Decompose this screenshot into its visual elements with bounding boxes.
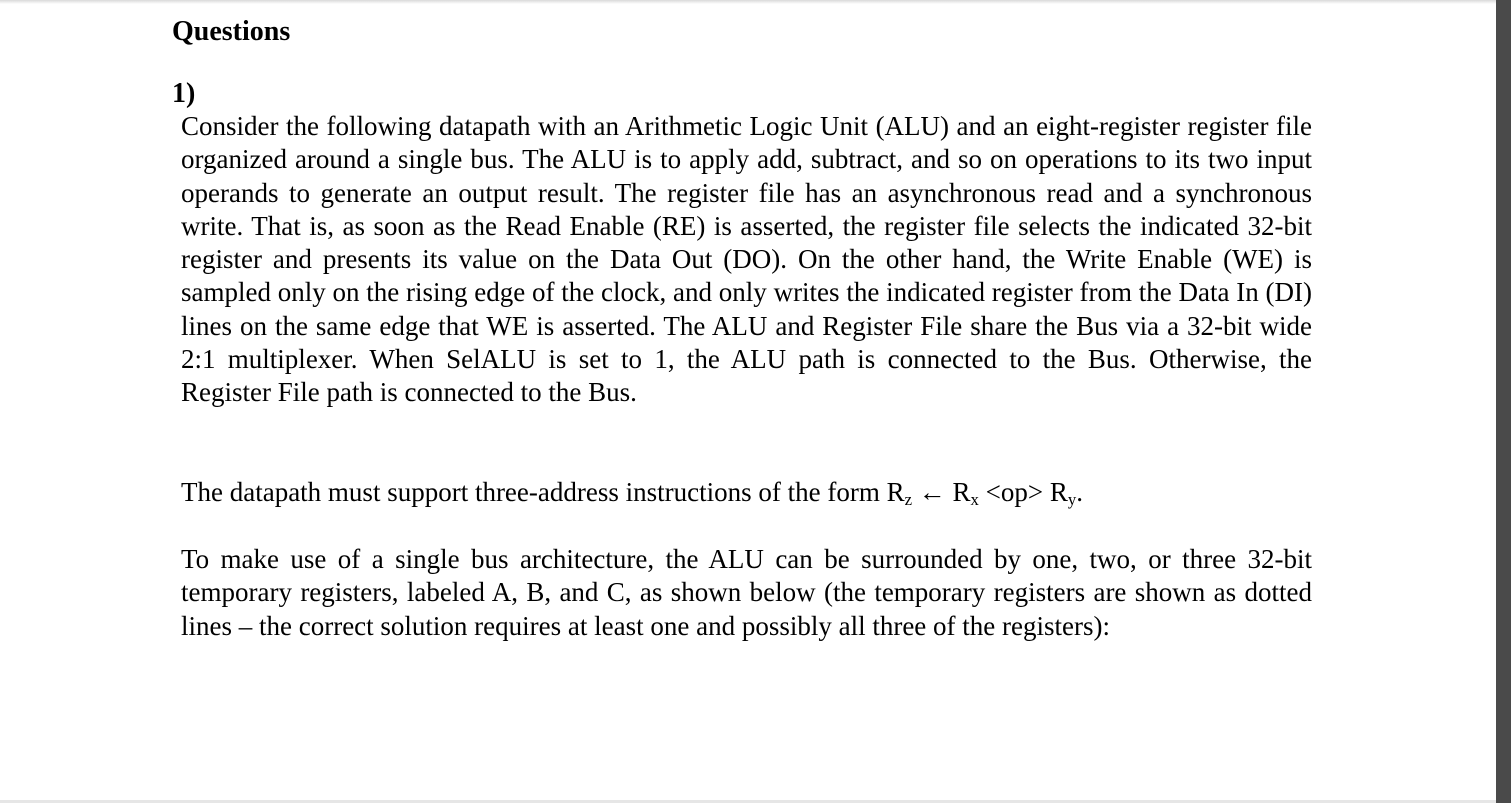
question-paragraph-datapath: Consider the following datapath with an Arithmetic Logic Unit (ALU) and an eight-register register file organized around a single bus. The ALU is to apply add, subtract, and so on operations to its two input operands to generate an output result. The register file has an asynchronous read and a synchronous write. That is, as soon as the Read Enable (RE) is asserted, the register file selects the indicated 32-bit register and presents its value on the Data Out (DO). On the other hand, the Write Enable (WE) is sampled only on the rising edge of the clock, and only writes the indicated register from the Data In (DI) lines on the same edge that WE is asserted. The ALU and Register File share the Bus via a 32-bit wide 2:1 multiplexer. When SelALU is set to 1, the ALU path is connected to the Bus. Otherwise, the Register File path is connected to the Bus.	[181, 111, 1312, 408]
subscript-z: z	[904, 490, 913, 510]
subscript-y: y	[1067, 490, 1077, 510]
instruction-prefix: The datapath must support three-address instructions of the form R	[181, 477, 905, 507]
question-number: 1)	[172, 78, 196, 109]
question-paragraph-temp-registers: To make use of a single bus architecture, the ALU can be surrounded by one, two, or three 32-bit temporary registers, labeled A, B, and C, as shown below (the temporary registers are shown as dotted lines – the correct solution requires at least one and possibly all three of the registers):	[181, 544, 1312, 641]
instruction-arrow: ← R	[912, 477, 971, 507]
viewer-scrollbar-edge[interactable]	[1496, 0, 1511, 803]
instruction-suffix: .	[1076, 477, 1084, 507]
question-paragraph-instruction-form	[181, 476, 1312, 509]
subscript-x: x	[970, 490, 979, 510]
section-heading: Questions	[172, 16, 291, 47]
top-edge-shadow	[0, 0, 1511, 4]
instruction-op: <op> R	[978, 477, 1068, 507]
